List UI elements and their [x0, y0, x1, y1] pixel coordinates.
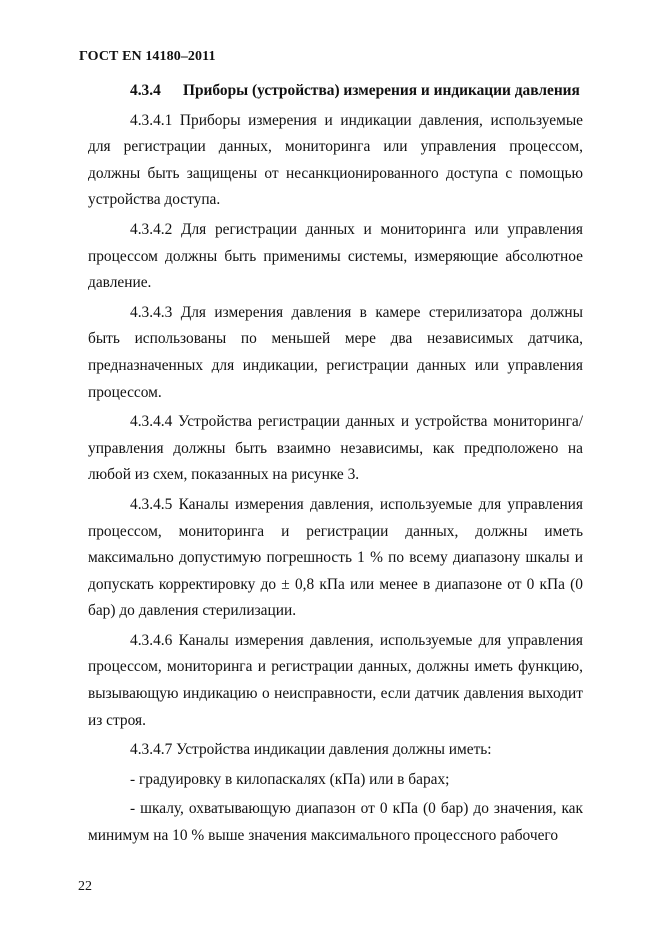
paragraph-4-3-4-3: 4.3.4.3 Для измерения давления в камере стерилизатора должны быть использованы по меньшей мере два независимых датчика, предназначенных для индикации, регистрации данных или управления процессом. [88, 303, 583, 401]
paragraph-4-3-4-2: 4.3.4.2 Для регистрации данных и мониторинга или управления процессом должны быть применимы системы, измеряющие абсолютное давление. [88, 220, 583, 292]
section-title: Приборы (устройства) измерения и индикации давления [183, 82, 580, 99]
list-item-graduation: - градуировку в килопаскалях (кПа) или в барах; [130, 770, 450, 788]
paragraph-4-3-4-7: 4.3.4.7 Устройства индикации давления должны иметь: [130, 741, 492, 759]
document-header: ГОСТ EN 14180–2011 [79, 49, 216, 64]
page-number: 22 [78, 879, 92, 894]
document-body [88, 78, 583, 850]
paragraph-4-3-4-6: 4.3.4.6 Каналы измерения давления, используемые для управления процессом, мониторинга и регистрации данных, должны иметь функцию, вызывающую индикацию о неисправности, если датчик давления выходит из строя. [88, 631, 583, 729]
section-number: 4.3.4 [130, 82, 161, 99]
paragraph-4-3-4-5: 4.3.4.5 Каналы измерения давления, используемые для управления процессом, мониторинга и регистрации данных, должны иметь максимально допустимую погрешность 1 % по всему диапазону шкалы и допускать корректировку до ± 0,8 кПа или менее в диапазоне от 0 кПа (0 бар) до давления стерилизации. [88, 495, 583, 620]
paragraph-4-3-4-4: 4.3.4.4 Устройства регистрации данных и устройства мониторинга/управления должны быть взаимно независимы, как предположено на любой из схем, показанных на рисунке 3. [88, 413, 583, 484]
section-heading [88, 78, 583, 105]
list-item-scale: - шкалу, охватывающую диапазон от 0 кПа (0 бар) до значения, как минимум на 10 % выше значения максимального процессного рабочего [88, 800, 583, 845]
paragraph-4-3-4-1: 4.3.4.1 Приборы измерения и индикации давления, используемые для регистрации данных, мониторинга или управления процессом, должны быть защищены от несанкционированного доступа с помощью устройства доступа. [88, 111, 583, 209]
